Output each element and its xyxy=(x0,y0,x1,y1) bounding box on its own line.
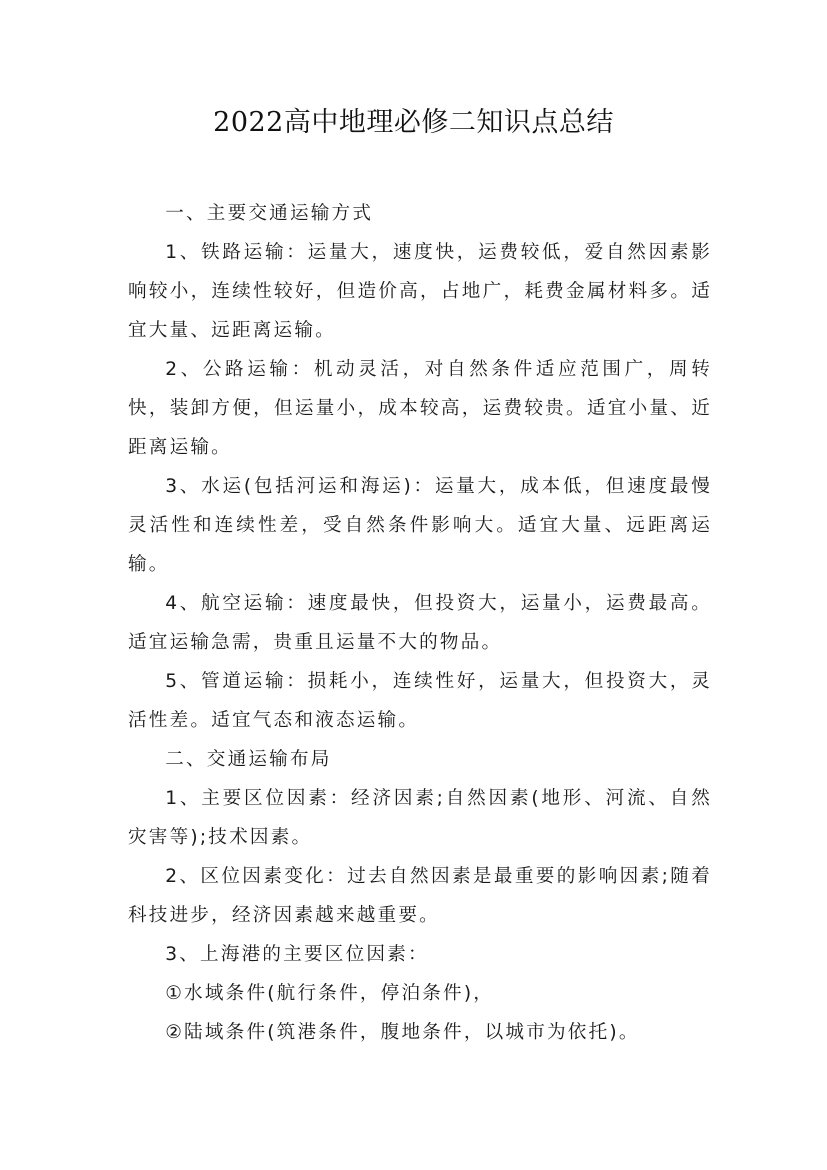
paragraph-shanghai-port: 3、上海港的主要区位因素： xyxy=(165,944,429,965)
list-item-water-conditions: ①水域条件(航行条件，停泊条件)， xyxy=(165,983,495,1004)
paragraph-location-factors: 1、主要区位因素：经济因素;自然因素(地形、河流、自然灾害等);技术因素。 xyxy=(128,788,712,848)
paragraph-air-transport: 4、航空运输：速度最快，但投资大，运量小，运费最高。适宜运输急需，贵重且运量不大的物品。 xyxy=(128,593,712,653)
list-item-land-conditions: ②陆域条件(筑港条件，腹地条件，以城市为依托)。 xyxy=(165,1022,640,1043)
section-heading-transport-modes: 一、主要交通运输方式 xyxy=(165,203,374,224)
paragraph-pipeline: 5、管道运输：损耗小，连续性好，运量大，但投资大，灵活性差。适宜气态和液态运输。 xyxy=(128,671,712,731)
paragraph-water-transport: 3、水运(包括河运和海运)：运量大，成本低，但速度最慢灵活性和连续性差，受自然条件影响大。适宜大量、远距离运输。 xyxy=(128,476,712,575)
section-heading-transport-layout: 二、交通运输布局 xyxy=(165,749,332,770)
document-title: 2022高中地理必修二知识点总结 xyxy=(213,107,614,138)
paragraph-factor-changes: 2、区位因素变化：过去自然因素是最重要的影响因素;随着科技进步，经济因素越来越重要。 xyxy=(128,866,712,926)
paragraph-highway: 2、公路运输：机动灵活，对自然条件适应范围广，周转快，装卸方便，但运量小，成本较高，运费较贵。适宜小量、近距离运输。 xyxy=(128,359,712,458)
document-body xyxy=(128,194,712,1052)
paragraph-railway: 1、铁路运输：运量大，速度快，运费较低，爱自然因素影响较小，连续性较好，但造价高，占地广，耗费金属材料多。适宜大量、远距离运输。 xyxy=(128,242,712,341)
